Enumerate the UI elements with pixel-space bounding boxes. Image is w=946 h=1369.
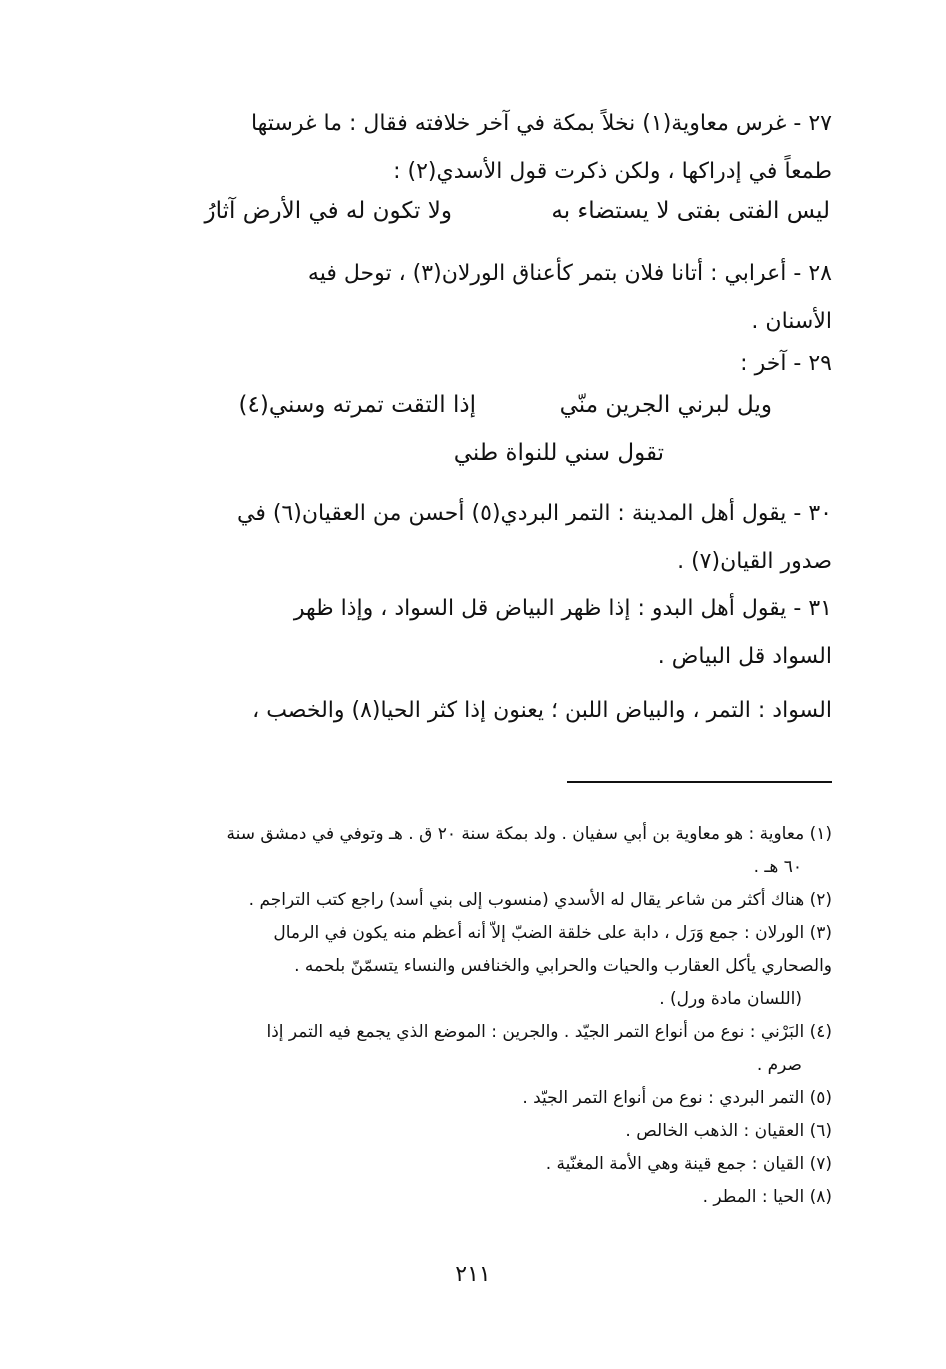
verse-1-second-hemistich: ولا تكون له في الأرض آثارُ (204, 198, 452, 224)
paragraph-27 (120, 100, 832, 196)
footnote-separator (567, 781, 832, 783)
paragraph-31-line-1: ٣١ - يقول أهل البدو : إذا ظهر البياض قل السواد ، وإذا ظهر (293, 596, 832, 621)
paragraph-27-line-2: طمعاً في إدراكها ، ولكن ذكرت قول الأسدي(٢) : (393, 159, 832, 184)
footnote-1-line-2: ٦٠ هـ . (753, 857, 802, 877)
paragraph-28 (120, 250, 832, 346)
footnote-7: (٧) القيان : جمع قينة وهي الأمة المغنّية . (545, 1154, 832, 1174)
paragraph-29 (120, 340, 832, 388)
verse-3: تقول سني للنواة طني (453, 440, 664, 466)
paragraph-31-line-2: السواد قل البياض . (657, 644, 832, 669)
footnote-3-line-1: (٣) الورلان : جمع وَرَل ، دابة على خلقة الضبّ إلاّ أنه أعظم منه يكون في الرمال (273, 923, 832, 943)
footnote-2: (٢) هناك أكثر من شاعر يقال له الأسدي (منسوب إلى بني أسد) راجع كتب التراجم . (248, 890, 832, 910)
paragraph-31 (120, 585, 832, 735)
paragraph-30-line-2: صدور القيان(٧) . (677, 549, 832, 574)
footnote-8: (٨) الحيا : المطر . (702, 1187, 832, 1207)
paragraph-29-line-1: ٢٩ - آخر : (740, 351, 832, 376)
paragraph-30 (120, 490, 832, 586)
paragraph-28-line-2: الأسنان . (751, 309, 832, 334)
verse-1-first-hemistich: ليس الفتى بفتى لا يستضاء به (551, 198, 830, 224)
footnote-6: (٦) العقيان : الذهب الخالص . (625, 1121, 832, 1141)
paragraph-27-line-1: ٢٧ - غرس معاوية(١) نخلاً بمكة في آخر خلافته فقال : ما غرستها (250, 111, 832, 136)
paragraph-30-line-1: ٣٠ - يقول أهل المدينة : التمر البردي(٥) أحسن من العقيان(٦) في (237, 501, 832, 526)
footnote-1-line-1: (١) معاوية : هو معاوية بن أبي سفيان . ولد بمكة سنة ٢٠ ق . هـ وتوفي في دمشق سنة (226, 824, 832, 844)
verse-2-second-hemistich: إذا التقت تمرته وسني(٤) (238, 392, 476, 418)
paragraph-31-line-3: السواد : التمر ، والبياض اللبن ؛ يعنون إذا كثر الحيا(٨) والخصب ، (252, 698, 832, 723)
footnote-5: (٥) التمر البردي : نوع من أنواع التمر الجيّد . (522, 1088, 832, 1108)
footnote-3-line-3: (اللسان مادة ورل) . (659, 989, 802, 1009)
verse-2-first-hemistich: ويل لبرني الجرين منّي (559, 392, 772, 418)
paragraph-28-line-1: ٢٨ - أعرابي : أتانا فلان بتمر كأعناق الورلان(٣) ، توحل فيه (307, 261, 832, 286)
footnote-4-line-2: صرم . (756, 1055, 802, 1075)
footnotes (120, 818, 832, 1214)
footnote-3-line-2: والصحاري يأكل العقارب والحيات والحرابي والخنافس والنساء يتسمّنّ بلحمه . (294, 956, 832, 976)
footnote-4-line-1: (٤) البَرْني : نوع من أنواع التمر الجيّد . والجرين : الموضع الذي يجمع فيه التمر إذا (266, 1022, 832, 1042)
page-number: ٢١١ (455, 1262, 491, 1287)
